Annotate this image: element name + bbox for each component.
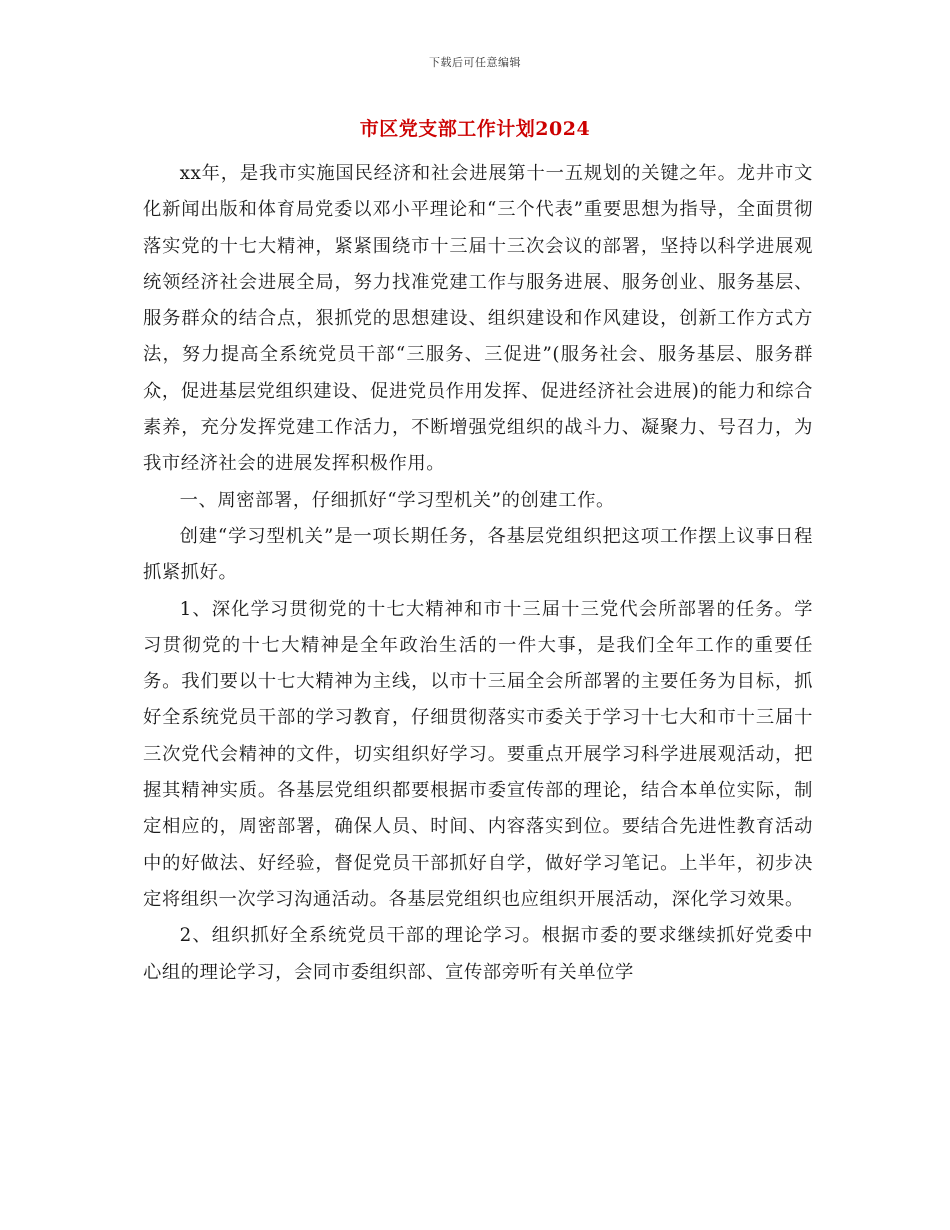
paragraph-item-1: 1、深化学习贯彻党的十七大精神和市十三届十三党代会所部署的任务。学习贯彻党的十七大精神是全年政治生活的一件大事，是我们全年工作的重要任务。我们要以十七大精神为主线，以市十三届全会所部署的主要任务为目标，抓好全系统党员干部的学习教育，仔细贯彻落实市委关于学习十七大和市十三届十三次党代会精神的文件，切实组织好学习。要重点开展学习科学进展观活动，把握其精神实质。各基层党组织都要根据市委宣传部的理论，结合本单位实际，制定相应的，周密部署，确保人员、时间、内容落实到位。要结合先进性教育活动中的好做法、好经验，督促党员干部抓好自学，做好学习笔记。上半年，初步决定将组织一次学习沟通活动。各基层党组织也应组织开展活动，深化学习效果。	[143, 598, 813, 910]
paragraph-intro: xx年，是我市实施国民经济和社会进展第十一五规划的关键之年。龙井市文化新闻出版和体育局党委以邓小平理论和“三个代表”重要思想为指导，全面贯彻落实党的十七大精神，紧紧围绕市十三届十三次会议的部署，坚持以科学进展观统领经济社会进展全局，努力找准党建工作与服务进展、服务创业、服务基层、服务群众的结合点，狠抓党的思想建设、组织建设和作风建设，创新工作方式方法，努力提高全系统党员干部“三服务、三促进”(服务社会、服务基层、服务群众，促进基层党组织建设、促进党员作用发挥、促进经济社会进展)的能力和综合素养，充分发挥党建工作活力，不断增强党组织的战斗力、凝聚力、号召力，为我市经济社会的进展发挥积极作用。	[143, 163, 813, 475]
document-body	[143, 156, 813, 991]
page-header-note: 下载后可任意编辑	[429, 56, 521, 69]
paragraph-section-1-intro: 创建“学习型机关”是一项长期任务，各基层党组织把这项工作摆上议事日程抓紧抓好。	[143, 525, 813, 584]
paragraph-section-heading-1: 一、周密部署，仔细抓好“学习型机关”的创建工作。	[179, 489, 615, 511]
paragraph-item-2: 2、组织抓好全系统党员干部的理论学习。根据市委的要求继续抓好党委中心组的理论学习，会同市委组织部、宣传部旁听有关单位学	[143, 925, 813, 983]
document-title: 市区党支部工作计划2024	[359, 118, 591, 140]
